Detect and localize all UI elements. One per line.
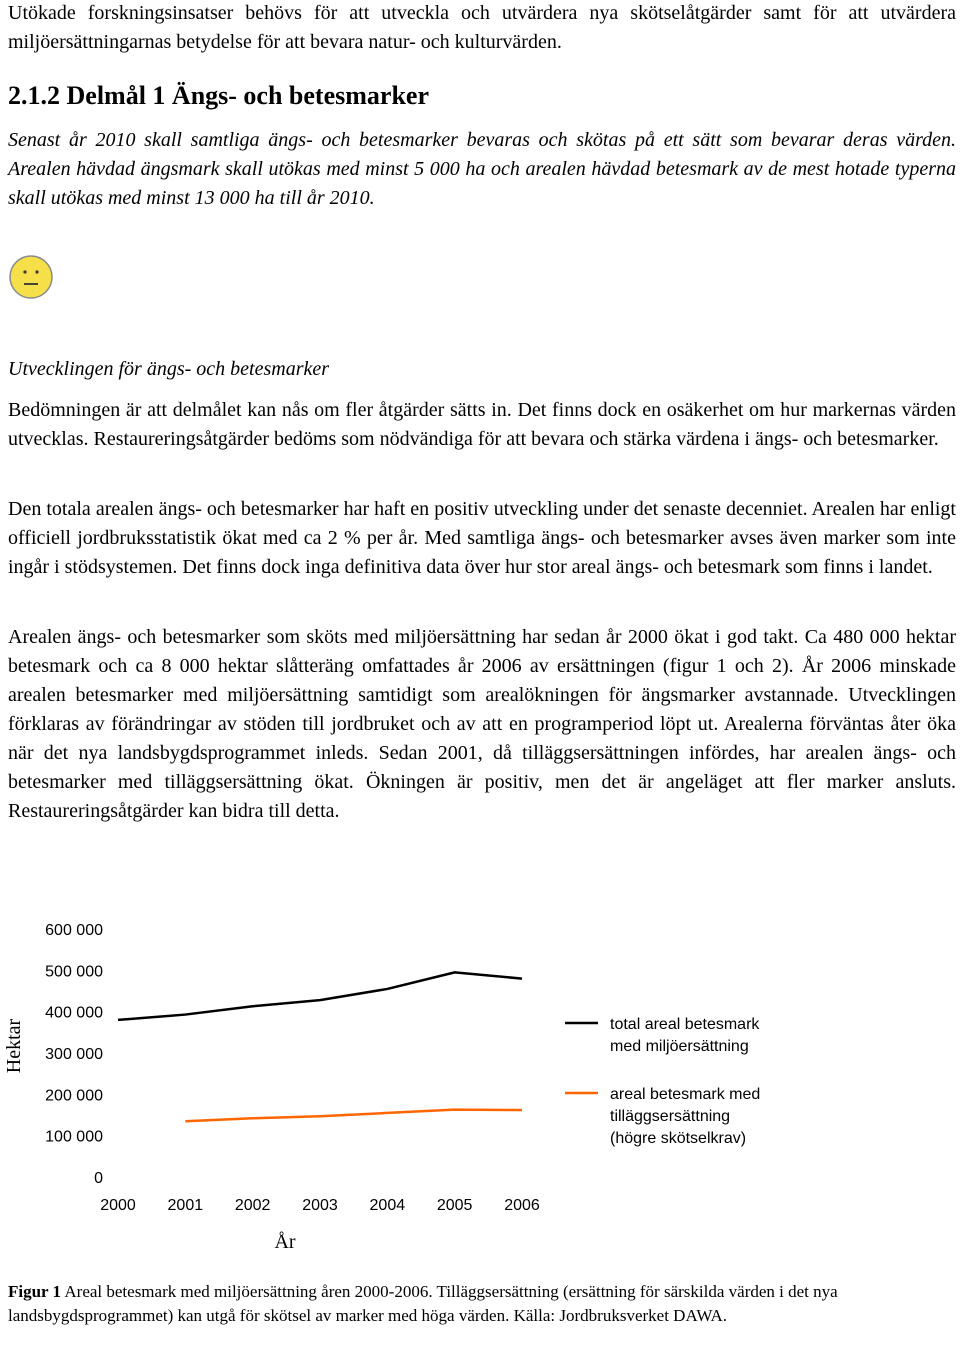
y-tick-label: 100 000	[45, 1128, 103, 1146]
x-axis-label: År	[274, 1231, 296, 1253]
x-tick-label: 2005	[436, 1197, 473, 1214]
y-tick-label: 500 000	[45, 963, 103, 981]
body-paragraph-1: Bedömningen är att delmålet kan nås om fler åtgärder sätts in. Det finns dock en osäkerhet om hur markernas värden utvecklas. Restaureringsåtgärder bedöms som nödvändiga för att bevara och stärka värdena i ängs- och betesmarker.	[8, 399, 956, 450]
x-tick-label: 2003	[302, 1197, 338, 1214]
x-tick-label: 2006	[504, 1197, 540, 1214]
legend-label: total areal betesmark	[610, 1016, 760, 1033]
subheading: Utvecklingen för ängs- och betesmarker	[8, 358, 330, 380]
y-axis-label: Hektar	[3, 1018, 25, 1074]
y-tick-label: 300 000	[45, 1046, 103, 1063]
x-tick-label: 2001	[167, 1197, 204, 1214]
figure-caption	[8, 1280, 956, 1328]
intro-paragraph: Utökade forskningsinsatser behövs för att utveckla och utvärdera nya skötselåtgärder samt för att utvärdera miljöersättningarnas betydelse för att bevara natur- och kulturvärden.	[8, 2, 956, 53]
figure-caption-text: Areal betesmark med miljöersättning åren 2000-2006. Tilläggsersättning (ersättning för särskilda värden i det nya landsbygdsprogrammet) kan utgå för skötsel av marker med höga värden. Källa: Jordbruksverket DAWA.	[8, 1282, 838, 1325]
series-line-1	[118, 972, 522, 1020]
y-tick-label: 0	[94, 1170, 103, 1187]
line-chart	[0, 900, 960, 1270]
legend-label: (högre skötselkrav)	[610, 1130, 747, 1147]
x-tick-label: 2000	[100, 1197, 136, 1214]
y-tick-label: 400 000	[45, 1004, 103, 1022]
body-paragraph-3: Arealen ängs- och betesmarker som sköts med miljöersättning har sedan år 2000 ökat i god takt. Ca 480 000 hektar betesmark och ca 8 000 hektar slåtteräng omfattades år 2006 av ersättningen (figur 1 och 2). År 2006 minskade arealen betesmarker med miljöersättning samtidigt som arealökningen för ängsmarker avstannade. Utvecklingen förklaras av förändringar av stöden till jordbruket och av att en programperiod löpt ut. Arealerna förväntas åter öka när det nya landsbygdsprogrammet inleds. Sedan 2001, då tilläggsersättningen infördes, har arealen ängs- och betesmarker med tilläggsersättning ökat. Ökningen är positiv, men det är angeläget att fler marker ansluts. Restaureringsåtgärder kan bidra till detta.	[8, 626, 956, 822]
y-tick-label: 600 000	[45, 922, 103, 939]
chart-series	[118, 972, 522, 1121]
legend-label: tilläggsersättning	[610, 1108, 731, 1125]
goal-statement: Senast år 2010 skall samtliga ängs- och betesmarker bevaras och skötas på ett sätt som bevarar deras värden. Arealen hävdad ängsmark skall utökas med minst 5 000 ha och arealen hävdad betesmark av de mest hotade typerna skall utökas med minst 13 000 ha till år 2010.	[8, 129, 956, 209]
neutral-face-icon	[8, 254, 54, 300]
figure-label: Figur 1	[8, 1282, 62, 1301]
body-paragraph-2: Den totala arealen ängs- och betesmarker har haft en positiv utveckling under det senaste decenniet. Arealen har enligt officiell jordbruksstatistik ökat med ca 2 % per år. Med samtliga ängs- och betesmarker avses även marker som inte ingår i stödsystemen. Det finns dock inga definitiva data över hur stor areal ängs- och betesmark som finns i landet.	[8, 498, 956, 578]
y-axis-ticks	[45, 922, 103, 1187]
legend-label: areal betesmark med	[610, 1086, 761, 1103]
legend-label: med miljöersättning	[610, 1038, 749, 1055]
x-tick-label: 2002	[234, 1197, 271, 1214]
series-line-2	[185, 1110, 522, 1122]
x-tick-label: 2004	[369, 1197, 406, 1214]
chart-legend	[565, 1016, 760, 1147]
x-axis-ticks	[100, 1197, 540, 1214]
section-heading: 2.1.2 Delmål 1 Ängs- och betesmarker	[8, 81, 429, 110]
y-tick-label: 200 000	[45, 1087, 103, 1105]
